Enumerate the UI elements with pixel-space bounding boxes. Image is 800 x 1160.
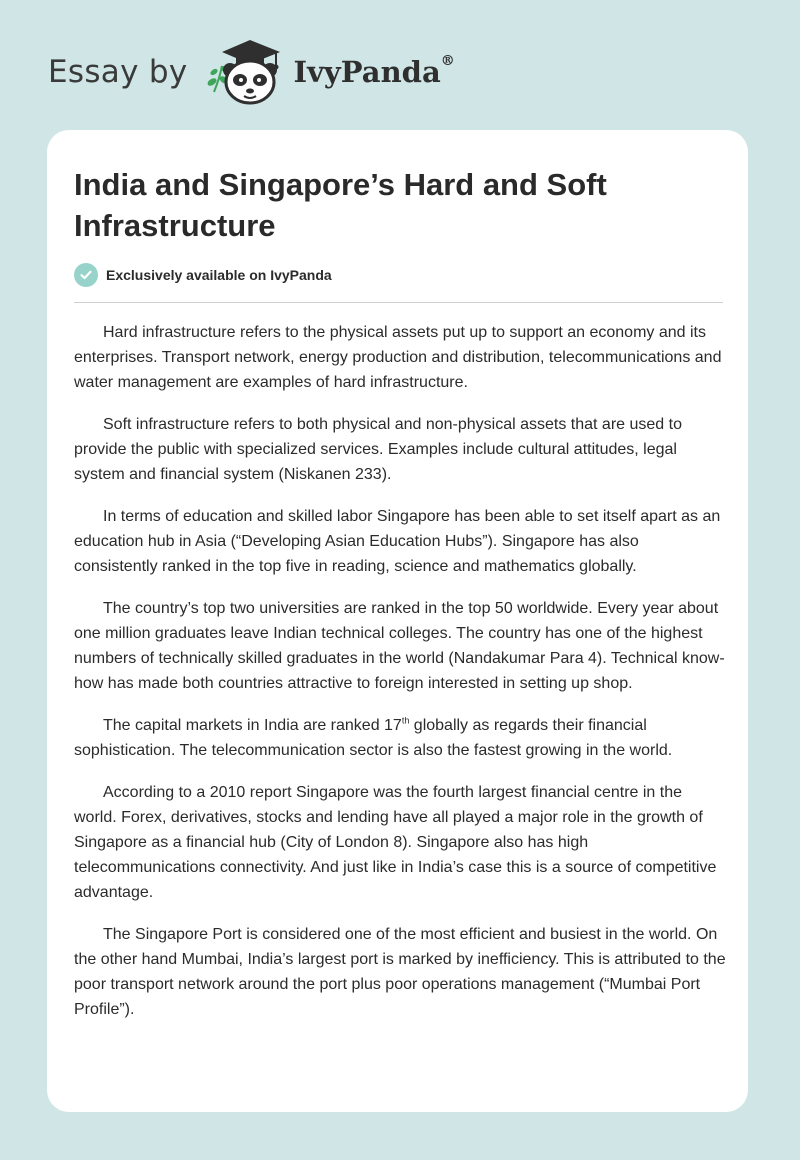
exclusive-badge-label: Exclusively available on IvyPanda [106,267,332,283]
essay-card [47,130,748,1112]
paragraph: In terms of education and skilled labor Singapore has been able to set itself apart as an education hub in Asia (“Developing Asian Education Hubs”). Singapore has also consistently ranked in the top five in reading, science and mathematics globally. [74,508,721,575]
paragraph: Soft infrastructure refers to both physical and non-physical assets that are used to provide the public with specialized services. Examples include cultural attitudes, legal system and financial system (Niskanen 233). [74,416,682,483]
exclusive-badge [74,263,332,287]
essay-by-label: Essay by [48,54,188,90]
paragraph: The capital markets in India are ranked 17th globally as regards their financial sophistication. The telecommunication sector is also the fastest growing in the world. [74,715,673,759]
paragraph: The country’s top two universities are ranked in the top 50 worldwide. Every year about one million graduates leave Indian technical colleges. The country has one of the highest numbers of technically skilled graduates in the world (Nandakumar Para 4). Technical know-how has made both countries attractive to foreign interested in setting up shop. [74,600,725,692]
site-header [48,36,455,108]
divider [74,302,723,303]
paragraph: According to a 2010 report Singapore was the fourth largest financial centre in the world. Forex, derivatives, stocks and lending have all played a major role in the growth of Singapore as a financial hub (City of London 8). Singapore also has high telecommunications connectivity. And just like in India’s case this is a source of competitive advantage. [74,784,717,901]
ordinal-suffix: th [401,715,410,726]
trademark: ® [440,53,455,69]
paragraph: The Singapore Port is considered one of the most efficient and busiest in the world. On the other hand Mumbai, India’s largest port is marked by inefficiency. This is attributed to the poor transport network around the port plus poor operations management (“Mumbai Port Profile”). [74,926,726,1018]
page-title: India and Singapore’s Hard and Soft Infrastructure [74,167,607,243]
panda-graduate-icon [200,36,292,108]
check-circle-icon [74,263,98,287]
brand-name: IvyPanda® [293,53,455,89]
paragraph: Hard infrastructure refers to the physical assets put up to support an economy and its enterprises. Transport network, energy production and distribution, telecommunications and water management are examples of hard infrastructure. [74,324,722,391]
essay-body [74,320,726,1039]
